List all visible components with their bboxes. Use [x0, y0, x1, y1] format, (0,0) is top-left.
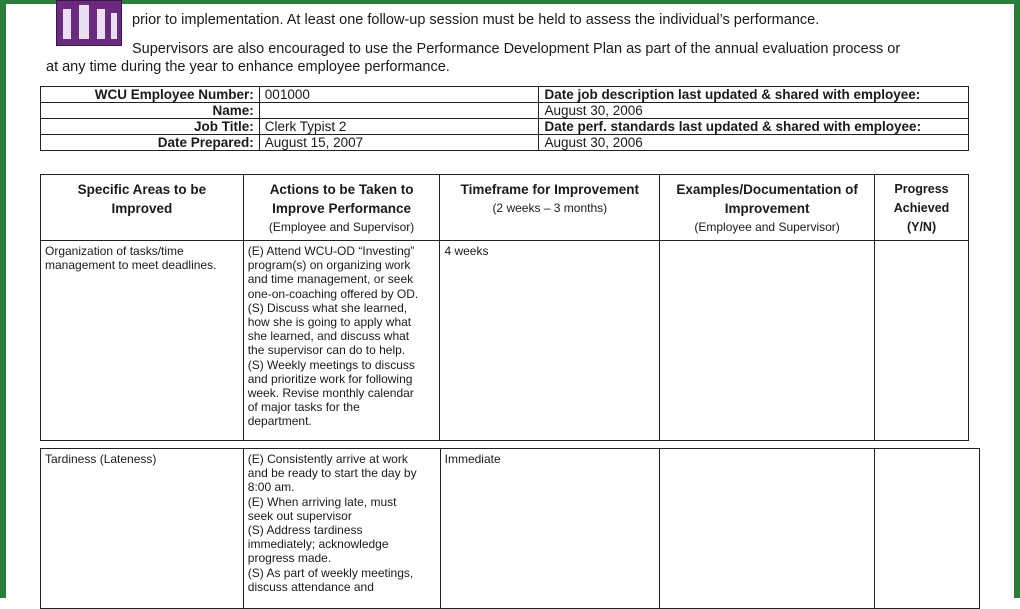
row-2-progress: [875, 449, 980, 609]
row-2-examples: [660, 449, 875, 609]
row-2-timeframe: Immediate: [440, 449, 660, 609]
row-1-area: Organization of tasks/time management to meet deadlines.: [41, 241, 244, 441]
row-1-timeframe: 4 weeks: [440, 241, 660, 441]
header-progress: Progress Achieved (Y/N): [875, 175, 969, 241]
employee-info-table: [40, 86, 969, 151]
employee-number-value: 001000: [259, 87, 539, 103]
job-description-updated-label: Date job description last updated & shared with employee:: [539, 87, 969, 103]
name-value: [259, 103, 539, 119]
table-row: [41, 241, 969, 441]
job-title-label: Job Title:: [41, 119, 260, 135]
row-1-actions: (E) Attend WCU-OD “Investing” program(s) on organizing work and time management, or seek one-on-coaching offered by OD. (S) Discuss what she learned, how she is going to apply what she learned, and discuss what the supervisor can do to help. (S) Weekly meetings to discuss and prioritize work for following week. Revise monthly calendar of major tasks for the department.: [243, 241, 440, 441]
row-1-progress: [875, 241, 969, 441]
header-timeframe: Timeframe for Improvement (2 weeks – 3 months): [440, 175, 660, 241]
header-specific-areas: Specific Areas to be Improved: [41, 175, 244, 241]
date-prepared-value: August 15, 2007: [259, 135, 539, 151]
row-2-area: Tardiness (Lateness): [41, 449, 244, 609]
university-logo: [56, 0, 122, 46]
intro-line-1: prior to implementation. At least one follow-up session must be held to assess the individual’s performance.: [132, 12, 820, 28]
intro-line-3: at any time during the year to enhance employee performance.: [46, 59, 450, 75]
job-description-updated-value: August 30, 2006: [539, 103, 969, 119]
row-1-examples: [660, 241, 875, 441]
date-prepared-label: Date Prepared:: [41, 135, 260, 151]
performance-standards-updated-label: Date perf. standards last updated & shared with employee:: [539, 119, 969, 135]
header-examples: Examples/Documentation of Improvement (Employee and Supervisor): [660, 175, 875, 241]
improvement-plan-table-continued: [40, 448, 980, 609]
performance-standards-updated-value: August 30, 2006: [539, 135, 969, 151]
employee-number-label: WCU Employee Number:: [41, 87, 260, 103]
row-2-actions: (E) Consistently arrive at work and be ready to start the day by 8:00 am. (E) When arriving late, must seek out supervisor (S) Address tardiness immediately; acknowledge progress made. (S) As part of weekly meetings, discuss attendance and: [243, 449, 440, 609]
improvement-plan-table-header: [40, 174, 969, 441]
intro-line-2: Supervisors are also encouraged to use the Performance Development Plan as part of the annual evaluation process or: [132, 41, 901, 57]
header-actions: Actions to be Taken to Improve Performance (Employee and Supervisor): [243, 175, 440, 241]
name-label: Name:: [41, 103, 260, 119]
table-row: [41, 449, 980, 609]
job-title-value: Clerk Typist 2: [259, 119, 539, 135]
